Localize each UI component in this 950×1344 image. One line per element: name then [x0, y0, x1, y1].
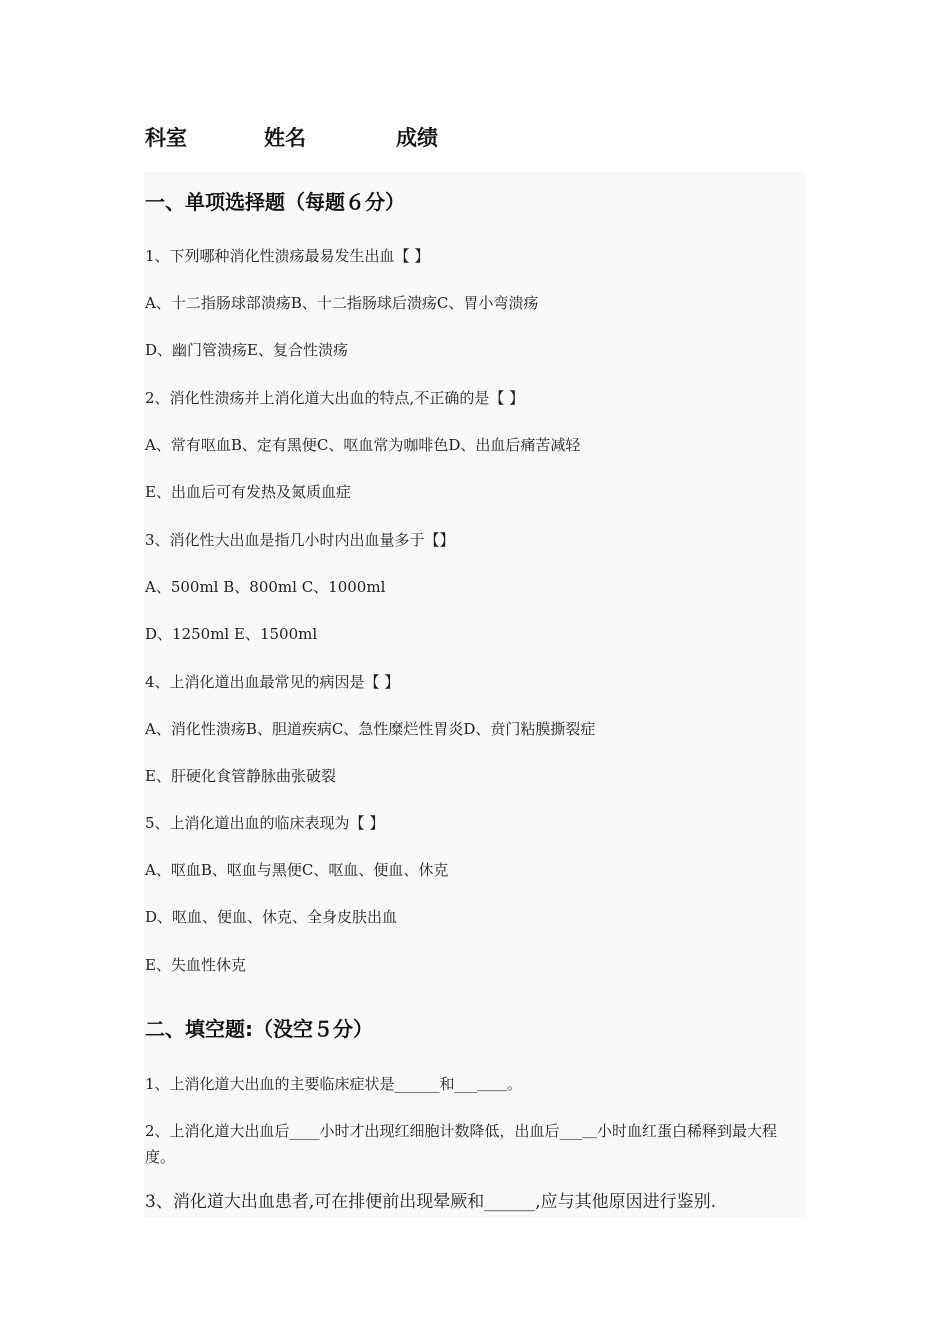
- option-line: D、呕血、便血、休克、全身皮肤出血: [145, 908, 398, 926]
- question-line: 5、上消化道出血的临床表现为【 】: [145, 814, 385, 832]
- dept-label: 科室: [145, 126, 187, 150]
- option-line: A、500ml B、800ml C、1000ml: [145, 578, 386, 596]
- section2-title: 二、填空题:（没空５分）: [145, 1017, 373, 1041]
- section1-title: 一、单项选择题（每题６分）: [145, 190, 405, 214]
- fill-question-1: 1、上消化道大出血的主要临床症状是______和___＿＿。: [145, 1075, 523, 1093]
- fill-question-3: 3、消化道大出血患者,可在排便前出现晕厥和______,应与其他原因进行鉴别.: [145, 1192, 717, 1212]
- option-line: D、1250ml E、1500ml: [145, 625, 318, 643]
- option-line: A、常有呕血B、定有黑便C、呕血常为咖啡色D、出血后痛苦减轻: [145, 436, 581, 454]
- question-line: 1、下列哪种消化性溃疡最易发生出血【 】: [145, 247, 430, 265]
- question-line: 3、消化性大出血是指几小时内出血量多于【】: [145, 531, 455, 549]
- content-background: [144, 172, 806, 1217]
- fill-question-2: 2、上消化道大出血后____小时才出现红细胞计数降低，出血后___＿小时血红蛋白稀释到最大程度。: [145, 1122, 778, 1166]
- option-line: E、肝硬化食管静脉曲张破裂: [145, 767, 336, 785]
- question-line: 2、消化性溃疡并上消化道大出血的特点,不正确的是【 】: [145, 389, 525, 407]
- name-label: 姓名: [264, 126, 306, 150]
- score-label: 成绩: [396, 126, 438, 150]
- option-line: E、出血后可有发热及氮质血症: [145, 483, 351, 501]
- option-line: E、失血性休克: [145, 956, 246, 974]
- option-line: A、消化性溃疡B、胆道疾病C、急性糜烂性胃炎D、贲门粘膜撕裂症: [145, 720, 596, 738]
- option-line: A、十二指肠球部溃疡B、十二指肠球后溃疡C、胃小弯溃疡: [145, 294, 539, 312]
- question-line: 4、上消化道出血最常见的病因是【 】: [145, 673, 400, 691]
- option-line: D、幽门管溃疡E、复合性溃疡: [145, 341, 348, 359]
- option-line: A、呕血B、呕血与黑便C、呕血、便血、休克: [145, 861, 449, 879]
